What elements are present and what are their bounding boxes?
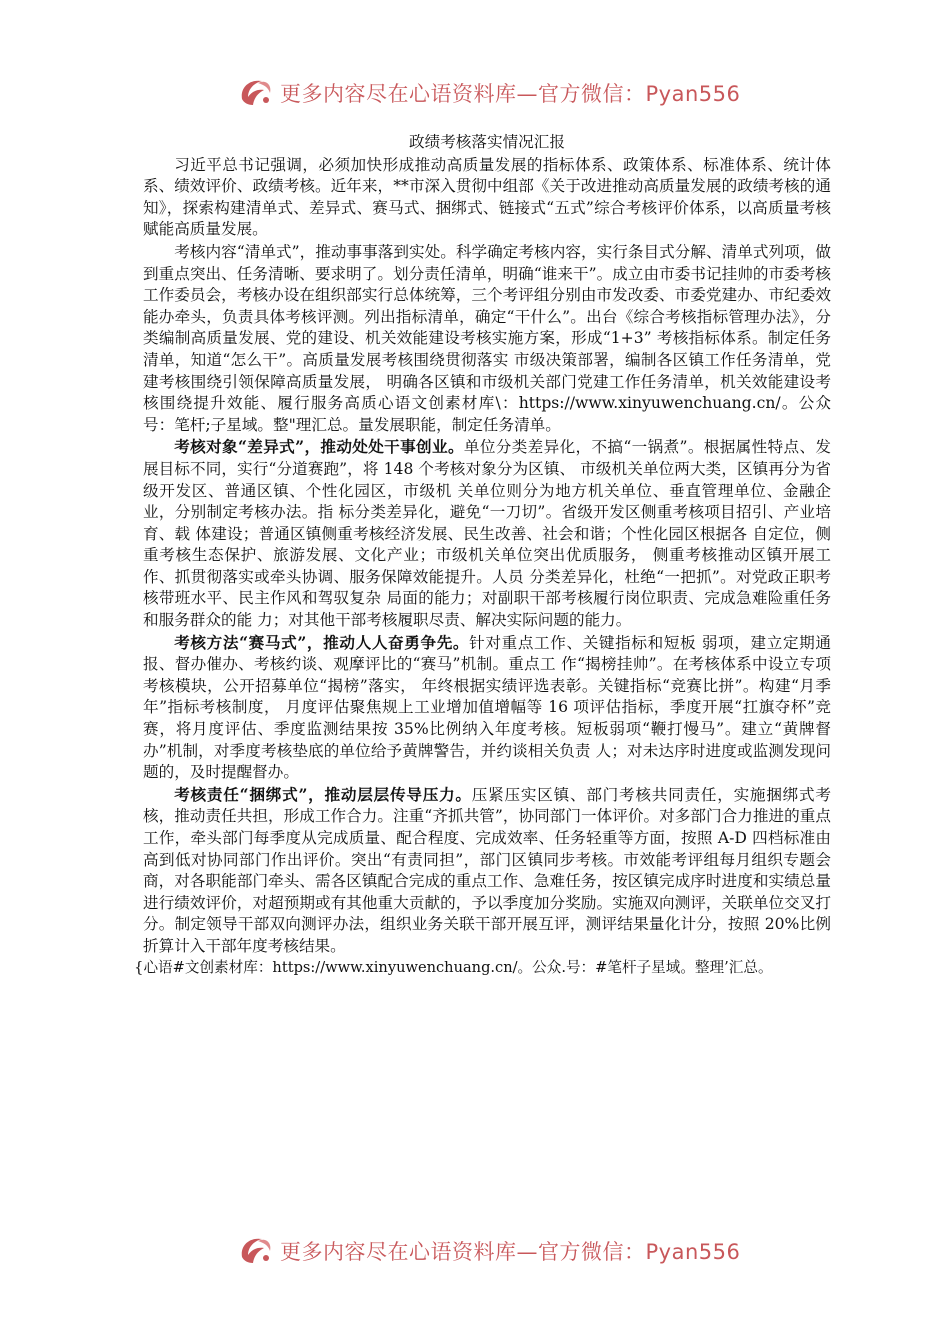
paragraph-method-race (143, 632, 831, 784)
watermark-banner-top (236, 72, 756, 114)
footer-note: {心语#文创素材库：https://www.xinyuwenchuang.cn/。公众.号：#笔杆子星域。整理’汇总。 (134, 958, 773, 976)
paragraph-content-checklist (143, 241, 831, 436)
paragraph-target-differentiated (143, 436, 831, 631)
watermark-banner-bottom (236, 1230, 756, 1272)
watermark-banner-text: 更多内容尽在心语资料库—官方微信：Pyan556 (280, 1240, 741, 1264)
paragraph-text: 压紧压实区镇、部门考核共同责任，实施捆绑式考核，推动责任共担，形成工作合力。注重“齐抓共管”，协同部门一体评价。对多部门合力推进的重点工作，牵头部门每季度从完成质量、配合程度、完成效率、任务轻重等方面，按照 A-D 四档标准由高到低对协同部门作出评价。突出“有责同担”，部门区镇同步考核。市效能考评组每月组织专题会商，对各职能部门牵头、需各区镇配合完成的重点工作、急难任务，按区镇完成序时进度和实绩总量进行绩效评价，对超预期或有其他重大贡献的，予以季度加分奖励。实施双向测评，关联单位交叉打分。制定领导干部双向测评办法，组织业务关联干部开展互评，测评结果量化计分，按照 20%比例折算计入干部年度考核结果。 (143, 785, 831, 955)
paragraph-lead: 考核责任“捆绑式”，推动层层传导压力。 (174, 784, 472, 804)
paragraph-text: 考核内容“清单式”，推动事事落到实处。科学确定考核内容，实行条目式分解、清单式列项，做到重点突出、任务清晰、要求明了。划分责任清单，明确“谁来干”。成立由市委书记挂帅的市委考核工作委员会，考核办设在组织部实行总体统筹，三个考评组分别由市发改委、市委党建办、市纪委效能办牵头，负责具体考核评测。列出指标清单，确定“干什么”。出台《综合考核指标管理办法》，分类编制高质量发展、党的建设、机关效能建设考核实施方案，形成“1+3” 考核指标体系。制定任务清单，知道“怎么干”。高质量发展考核围绕贯彻落实 市级决策部署，编制各区镇工作任务清单，党建考核围绕引领保障高质量发展， 明确各区镇和市级机关部门党建工作任务清单，机关效能建设考核围绕提升效能、履行服务高质心语文创素材库\：https://www.xinyuwenchuang.cn/。公众号：笔杆;子星域。整"理汇总。量发展职能，制定任务清单。 (143, 242, 831, 434)
paragraph-responsibility-bundled (143, 784, 831, 958)
document-title: 政绩考核落实情况汇报 (409, 133, 565, 151)
paragraph-lead: 考核方法“赛马式”，推动人人奋勇争先。 (174, 632, 470, 652)
paragraph-text: 针对重点工作、关键指标和短板 弱项，建立定期通报、督办催办、考核约谈、观摩评比的“赛马”机制。重点工 作“揭榜挂帅”。在考核体系中设立专项考核模块，公开招募单位“揭榜”落实， 年终根据实绩评选表彰。关键指标“竞赛比拼”。构建“月季年”指标考核制度， 月度评估聚焦规上工业增加值增幅等 16 项评估指标，季度开展“扛旗夺杯”竞赛，将月度评估、季度监测结果按 35%比例纳入年度考核。短板弱项“鞭打慢马”。建立“黄牌督办”机制，对季度考核垫底的单位给予黄牌警告，并约谈相关负责 人；对未达序时进度或监测发现问题的，及时提醒督办。 (143, 633, 831, 782)
paragraph-lead: 考核对象“差异式”，推动处处干事创业。 (174, 437, 464, 457)
paragraph-intro (143, 154, 831, 241)
paragraph-text: 单位分类差异化，不搞“一锅煮”。根据属性特点、发展目标不同，实行“分道赛跑”，将 148 个考核对象分为区镇、 市级机关单位两大类，区镇再分为省级开发区、普通区镇、个性化园区，市级机 关单位则分为地方机关单位、垂直管理单位、金融企业，分别制定考核办法。指 标分类差异化，避免“一刀切”。省级开发区侧重考核项目招引、产业培育、载 体建设；普通区镇侧重考核经济发展、民生改善、社会和谐；个性化园区根据各 自定位，侧重考核生态保护、旅游发展、文化产业；市级机关单位突出优质服务， 侧重考核推动区镇开展工作、抓贯彻落实或牵头协调、服务保障效能提升。人员 分类差异化，杜绝“一把抓”。对党政正职考核带班水平、民主作风和驾驭复杂 局面的能力；对副职干部考核履行岗位职责、完成急难险重任务和服务群众的能 力；对其他干部考核履职尽责、解决实际问题的能力。 (143, 438, 831, 630)
watermark-banner-text: 更多内容尽在心语资料库—官方微信：Pyan556 (280, 82, 741, 106)
paragraph-text: 习近平总书记强调，必须加快形成推动高质量发展的指标体系、政策体系、标准体系、统计体系、绩效评价、政绩考核。近年来，**市深入贯彻中组部《关于改进推动高质量发展的政绩考核的通知》，探索构建清单式、差异式、赛马式、捆绑式、链接式“五式”综合考核评价体系，以高质量考核赋能高质量发展。 (143, 155, 831, 239)
document-body (134, 132, 831, 978)
leaf-swirl-logo-icon (236, 73, 276, 113)
leaf-swirl-logo-icon (236, 1231, 276, 1271)
